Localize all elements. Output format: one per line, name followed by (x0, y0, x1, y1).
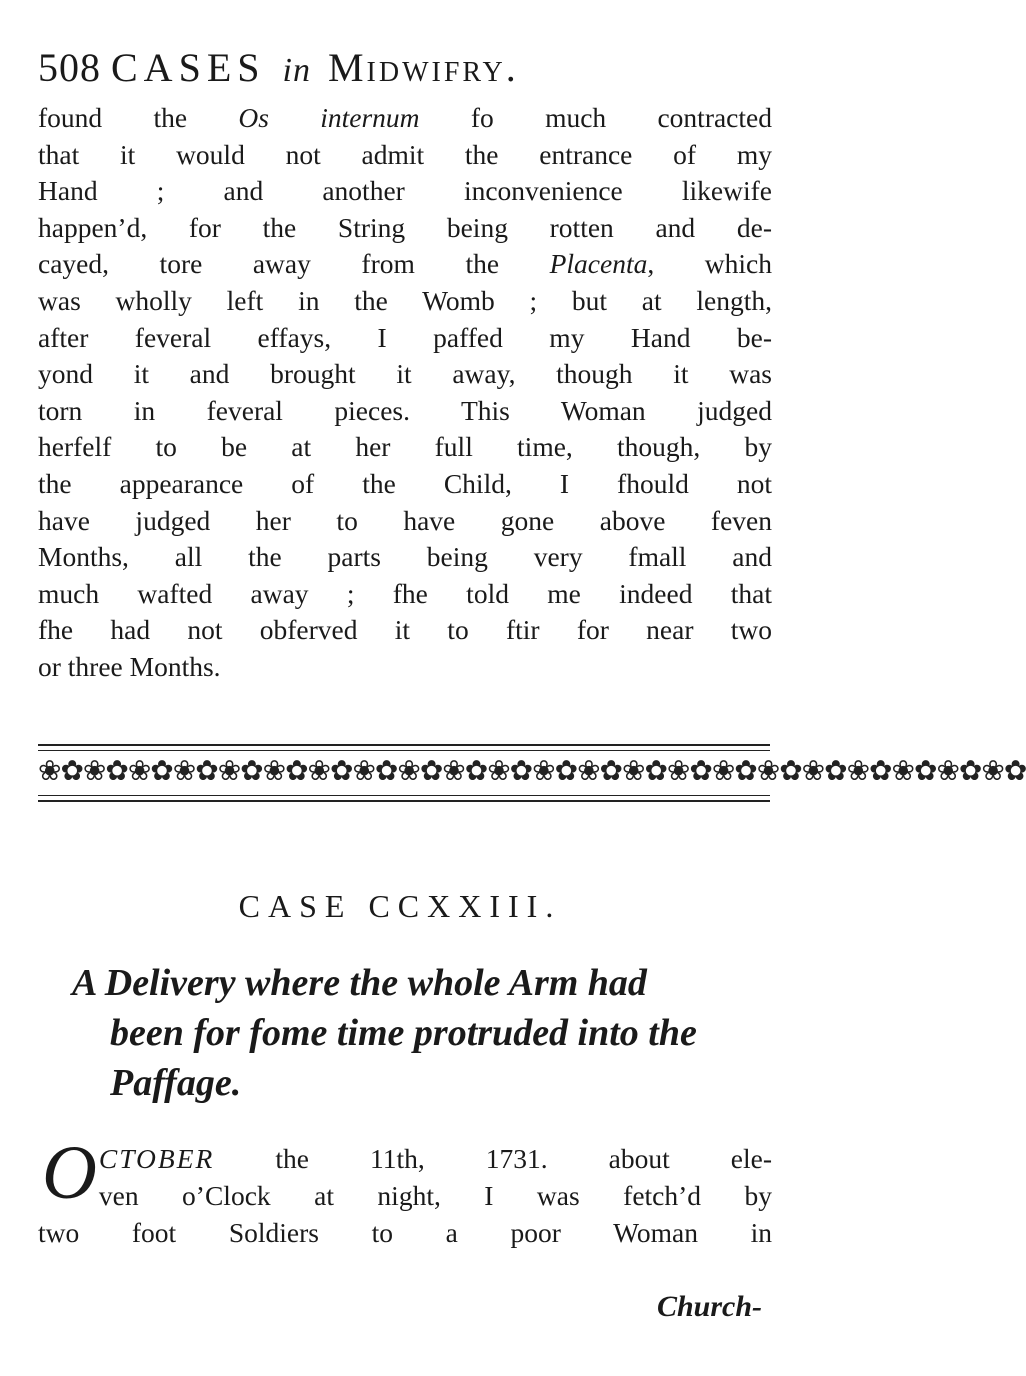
body-line (38, 576, 772, 613)
case-title-line: Paffage. (110, 1062, 242, 1104)
body-text-run: cayed, tore away from the (38, 248, 550, 280)
body-line (38, 429, 772, 466)
body-line (38, 173, 772, 210)
case-title-line: A Delivery where the whole Arm had (72, 962, 647, 1004)
catchword: Church- (656, 1290, 762, 1323)
body-text-run: happen’d, for the String being rotten and de- (38, 211, 772, 243)
drop-cap: O (42, 1131, 97, 1215)
case-narrative (38, 1131, 772, 1251)
running-header (38, 44, 768, 100)
case-title-line: been for fome time protruded into the (110, 1012, 697, 1054)
body-text-run: fo much contracted (419, 102, 772, 133)
header-in: in (282, 52, 311, 89)
header-subject: Midwifry. (327, 45, 519, 90)
body-text-run: after feveral effays, I paffed my Hand be- (38, 321, 772, 353)
body-line (38, 612, 772, 649)
italic-term: Placenta (549, 248, 648, 280)
body-text-run: the appearance of the Child, I fhould not (38, 467, 772, 499)
body-text-run: that it would not admit the entrance of my (38, 138, 772, 170)
body-text (38, 100, 772, 686)
body-line (38, 539, 772, 576)
body-line (38, 393, 772, 430)
body-text-run: , which (647, 248, 772, 280)
body-line (38, 246, 772, 283)
body-text-run: fhe had not obferved it to ftir for near two (38, 614, 772, 646)
divider-rule-top (38, 744, 770, 751)
body-line (38, 649, 772, 686)
body-line (38, 503, 772, 540)
fleuron-row: ❀✿❀✿❀✿❀✿❀✿❀✿❀✿❀✿❀✿❀✿❀✿❀✿❀✿❀✿❀✿❀✿❀✿❀✿❀✿❀✿❀✿❀✿ (38, 756, 1026, 787)
body-line (38, 210, 772, 247)
narrative-line: two foot Soldiers to a poor Woman in (38, 1217, 772, 1248)
body-text-run: torn in feveral pieces. This Woman judged (38, 394, 772, 426)
body-line (38, 466, 772, 503)
narrative-line (38, 1140, 772, 1177)
body-text-run: or three Months. (38, 650, 221, 682)
italic-term: Os internum (238, 102, 420, 133)
ornamental-divider (38, 744, 1026, 804)
body-text-run: have judged her to have gone above feven (38, 504, 772, 536)
body-text-run: herfelf to be at her full time, though, by (38, 431, 772, 463)
case-title (72, 958, 772, 1108)
body-line (38, 320, 772, 357)
body-line (38, 283, 772, 320)
page-number: 508 (38, 45, 101, 90)
body-text-run: Months, all the parts being very fmall and (38, 541, 772, 573)
body-text-run: much wafted away ; fhe told me indeed that (38, 577, 772, 609)
body-line (38, 356, 772, 393)
first-word: CTOBER (98, 1143, 215, 1174)
body-line (38, 137, 772, 174)
narrative-line: ven o’Clock at night, I was fetch’d by (98, 1180, 772, 1211)
case-heading: CASE CCXXIII. (238, 888, 562, 924)
body-line (38, 100, 772, 137)
body-text-run: found the (38, 102, 239, 133)
narrative-text: the 11th, 1731. about ele- (214, 1143, 772, 1174)
body-text-run: yond it and brought it away, though it was (38, 358, 772, 390)
divider-rule-bottom (38, 795, 770, 802)
header-title: CASES (111, 45, 266, 90)
body-text-run: was wholly left in the Womb ; but at length, (38, 284, 772, 316)
body-text-run: Hand ; and another inconvenience likewife (38, 175, 772, 207)
